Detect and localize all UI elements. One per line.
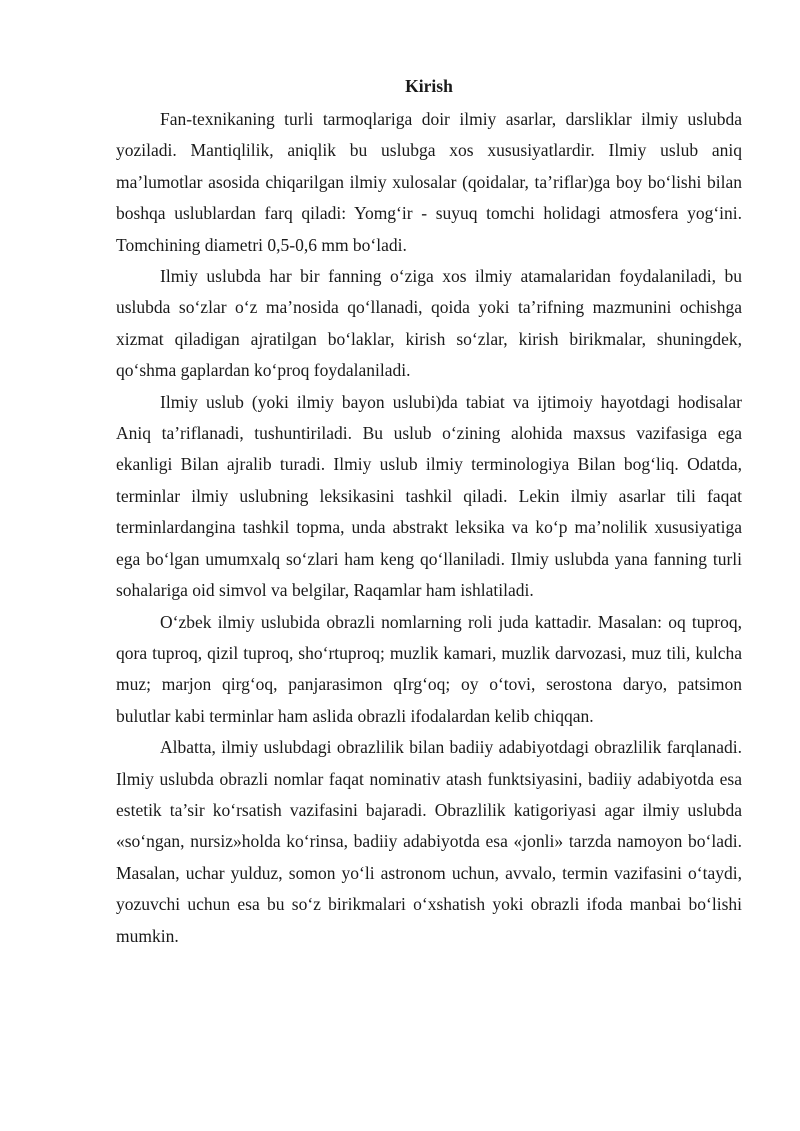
paragraph-1: Fan-texnikaning turli tarmoqlariga doir ilmiy asarlar, darsliklar ilmiy uslubda yoziladi. Mantiqlilik, aniqlik bu uslubga xos xususiyatlardir. Ilmiy uslub aniq ma’lumotlar asosida chiqarilgan ilmiy xulosalar (qoidalar, ta’riflar)ga boy bo‘lishi bilan boshqa uslublardan farq qiladi: Yomg‘ir - suyuq tomchi holidagi atmosfera yog‘ini. Tomchining diametri 0,5-0,6 mm bo‘ladi.: [116, 109, 742, 255]
paragraph-2: Ilmiy uslubda har bir fanning o‘ziga xos ilmiy atamalaridan foydalaniladi, bu uslubda so‘zlar o‘z ma’nosida qo‘llanadi, qoida yoki ta’rifning mazmunini ochishga xizmat qiladigan ajratilgan bo‘laklar, kirish so‘zlar, kirish birikmalar, shuningdek, qo‘shma gaplardan ko‘proq foydalaniladi.: [116, 266, 742, 381]
paragraph-5: Albatta, ilmiy uslubdagi obrazlilik bilan badiiy adabiyotdagi obrazlilik farqlanadi. Ilmiy uslubda obrazli nomlar faqat nominativ atash funktsiyasini, badiiy adabiyotda esa estetik ta’sir ko‘rsatish vazifasini bajaradi. Obrazlilik katigoriyasi agar ilmiy uslubda «so‘ngan, nursiz»holda ko‘rinsa, badiiy adabiyotda esa «jonli» tarzda namoyon bo‘ladi. Masalan, uchar yulduz, somon yo‘li astronom uchun, avvalo, termin vazifasini o‘taydi, yozuvchi uchun esa bu so‘z birikmalari o‘xshatish yoki obrazli ifoda manbai bo‘lishi mumkin.: [116, 737, 742, 946]
paragraph-3: Ilmiy uslub (yoki ilmiy bayon uslubi)da tabiat va ijtimoiy hayotdagi hodisalar Aniq ta’riflanadi, tushuntiriladi. Bu uslub o‘zining alohida maxsus vazifasiga ega ekanligi Bilan ajralib turadi. Ilmiy uslub ilmiy terminologiya Bilan bog‘liq. Odatda, terminlar ilmiy uslubning leksikasini tashkil qiladi. Lekin ilmiy asarlar tili faqat terminlardangina tashkil topma, unda abstrakt leksika va ko‘p ma’nolilik xususiyatiga ega bo‘lgan umumxalq so‘zlari ham keng qo‘llaniladi. Ilmiy uslubda yana fanning turli sohalariga oid simvol va belgilar, Raqamlar ham ishlatiladi.: [116, 391, 742, 601]
paragraph-4: O‘zbek ilmiy uslubida obrazli nomlarning roli juda kattadir. Masalan: oq tuproq, qora tuproq, qizil tuproq, sho‘rtuproq; muzlik kamari, muzlik darvozasi, muz tili, kulcha muz; marjon qirg‘oq, panjarasimon qIrg‘oq; oy o‘tovi, serostona daryo, patsimon bulutlar kabi terminlar ham aslida obrazli ifodalardan kelib chiqqan.: [116, 611, 742, 726]
document-page: [116, 72, 742, 952]
document-title: Kirish: [405, 76, 453, 96]
